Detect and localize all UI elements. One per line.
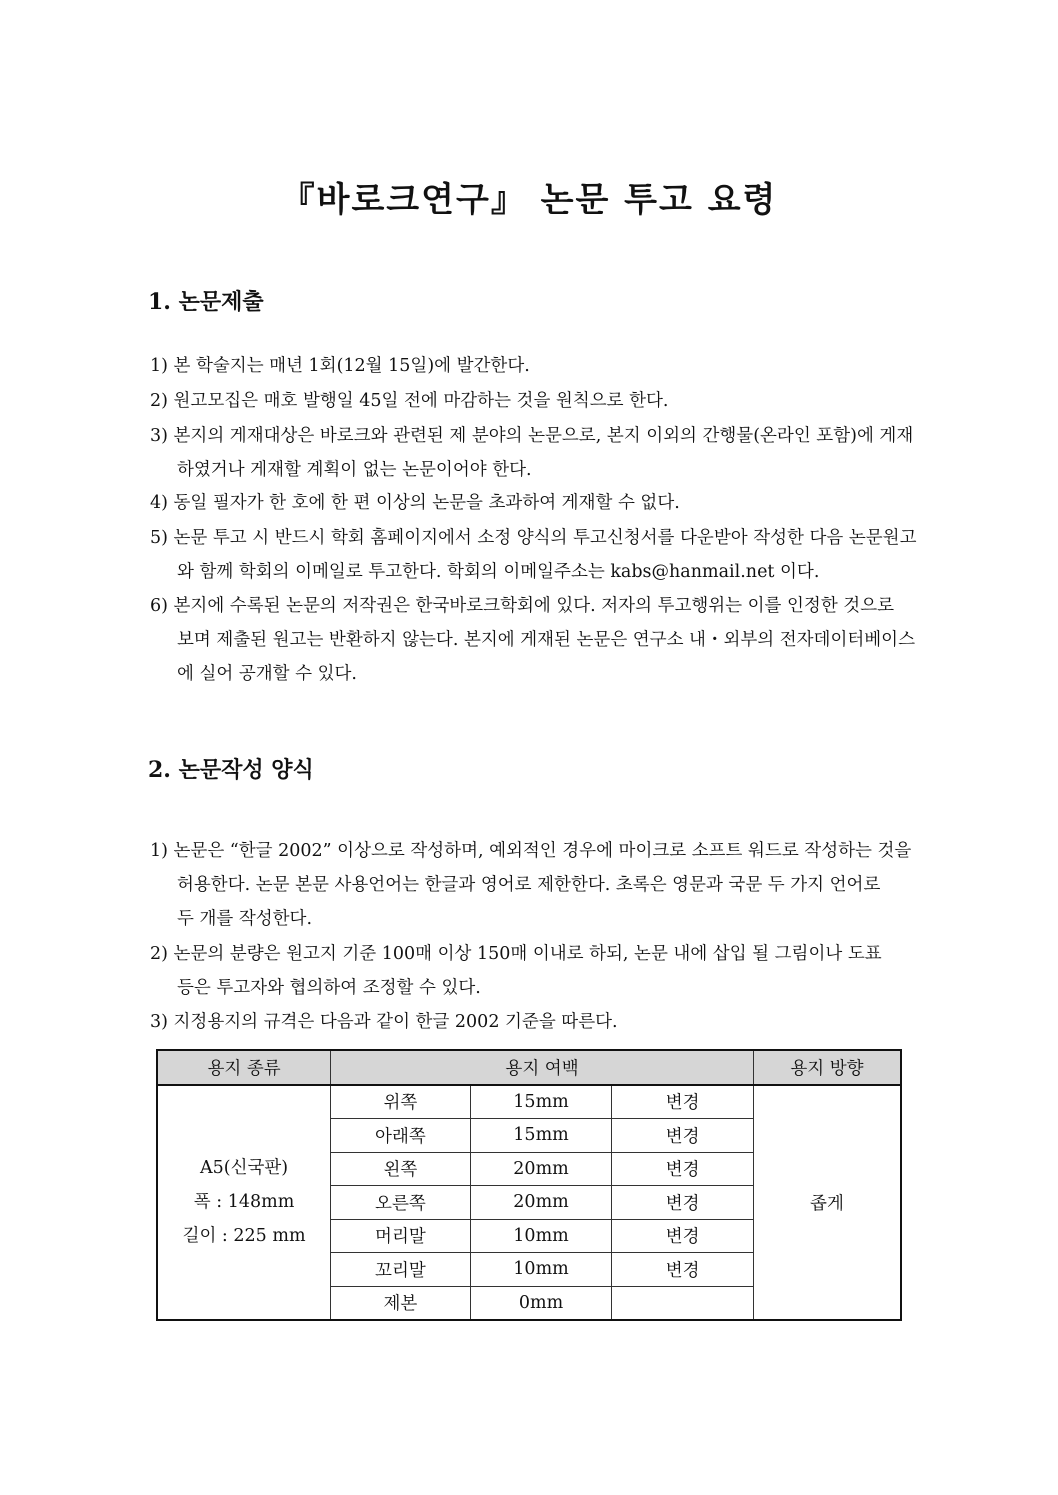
margin-value: 15mm	[470, 1085, 612, 1119]
margin-label: 왼쪽	[331, 1152, 471, 1186]
margin-note: 변경	[612, 1253, 754, 1287]
header-paper-margin: 용지 여백	[331, 1050, 754, 1085]
header-paper-type: 용지 종류	[157, 1050, 331, 1085]
page-title: 『바로크연구』 논문 투고 요령	[280, 180, 778, 220]
item-text: 6) 본지에 수록된 논문의 저작권은 한국바로크학회에 있다. 저자의 투고행위는 이를 인정한 것으로	[150, 596, 895, 616]
item-text: 2) 원고모집은 매호 발행일 45일 전에 마감하는 것을 원칙으로 한다.	[150, 391, 669, 411]
item-text: 5) 논문 투고 시 반드시 학회 홈페이지에서 소정 양식의 투고신청서를 다운받아 작성한 다음 논문원고	[150, 528, 917, 548]
item-text-continued: 하였거나 게재할 계획이 없는 논문이어야 한다.	[177, 460, 532, 480]
margin-value: 15mm	[470, 1119, 612, 1153]
margin-note: 변경	[612, 1186, 754, 1220]
paper-length: 길이 : 225 mm	[182, 1226, 306, 1247]
item-text-continued: 등은 투고자와 협의하여 조정할 수 있다.	[177, 978, 481, 998]
item-text-continued: 에 실어 공개할 수 있다.	[177, 664, 357, 684]
table-header-row	[157, 1050, 901, 1085]
paper-size-cell	[157, 1085, 331, 1321]
table-row	[157, 1085, 901, 1119]
item-text: 1) 논문은 “한글 2002” 이상으로 작성하며, 예외적인 경우에 마이크로 소프트 워드로 작성하는 것을	[150, 841, 912, 861]
item-text: 4) 동일 필자가 한 호에 한 편 이상의 논문을 초과하여 게재할 수 없다.	[150, 493, 680, 513]
margin-note: 변경	[612, 1152, 754, 1186]
item-text: 3) 지정용지의 규격은 다음과 같이 한글 2002 기준을 따른다.	[150, 1012, 618, 1032]
item-text-continued: 보며 제출된 원고는 반환하지 않는다. 본지에 게재된 논문은 연구소 내・외부의 전자데이터베이스	[177, 630, 915, 650]
margin-label: 꼬리말	[331, 1253, 471, 1287]
margin-label: 머리말	[331, 1219, 471, 1253]
list-item	[150, 589, 915, 691]
section-heading-submission: 1. 논문제출	[148, 289, 264, 315]
item-text-continued: 와 함께 학회의 이메일로 투고한다. 학회의 이메일주소는 kabs@hanmail.net 이다.	[177, 562, 820, 582]
margin-label: 오른쪽	[331, 1186, 471, 1220]
paper-spec-table	[156, 1049, 902, 1321]
paper-name: A5(신국판)	[199, 1158, 289, 1179]
list-item	[150, 384, 910, 418]
list-item	[150, 349, 910, 383]
list-item	[150, 834, 910, 936]
list-item	[150, 1005, 910, 1039]
margin-value: 0mm	[470, 1286, 612, 1320]
margin-note	[612, 1286, 754, 1320]
margin-label: 위쪽	[331, 1085, 471, 1119]
list-item	[150, 486, 910, 520]
item-text: 1) 본 학술지는 매년 1회(12월 15일)에 발간한다.	[150, 356, 530, 376]
margin-value: 20mm	[470, 1152, 612, 1186]
item-text-continued: 허용한다. 논문 본문 사용언어는 한글과 영어로 제한한다. 초록은 영문과 국문 두 가지 언어로	[177, 875, 881, 895]
margin-label: 제본	[331, 1286, 471, 1320]
paper-width: 폭 : 148mm	[193, 1192, 295, 1213]
section-heading-format: 2. 논문작성 양식	[148, 757, 314, 783]
margin-note: 변경	[612, 1085, 754, 1119]
list-item	[150, 937, 910, 1005]
header-paper-orientation: 용지 방향	[753, 1050, 901, 1085]
margin-value: 10mm	[470, 1219, 612, 1253]
margin-note: 변경	[612, 1119, 754, 1153]
item-text: 3) 본지의 게재대상은 바로크와 관련된 제 분야의 논문으로, 본지 이외의 간행물(온라인 포함)에 게재	[150, 426, 914, 446]
margin-value: 20mm	[470, 1186, 612, 1220]
list-item	[150, 419, 914, 487]
margin-value: 10mm	[470, 1253, 612, 1287]
list-item	[150, 521, 917, 589]
item-text-continued: 두 개를 작성한다.	[177, 909, 313, 929]
orientation-cell: 좁게	[753, 1085, 901, 1321]
item-text: 2) 논문의 분량은 원고지 기준 100매 이상 150매 이내로 하되, 논문 내에 삽입 될 그림이나 도표	[150, 944, 882, 964]
margin-label: 아래쪽	[331, 1119, 471, 1153]
margin-note: 변경	[612, 1219, 754, 1253]
